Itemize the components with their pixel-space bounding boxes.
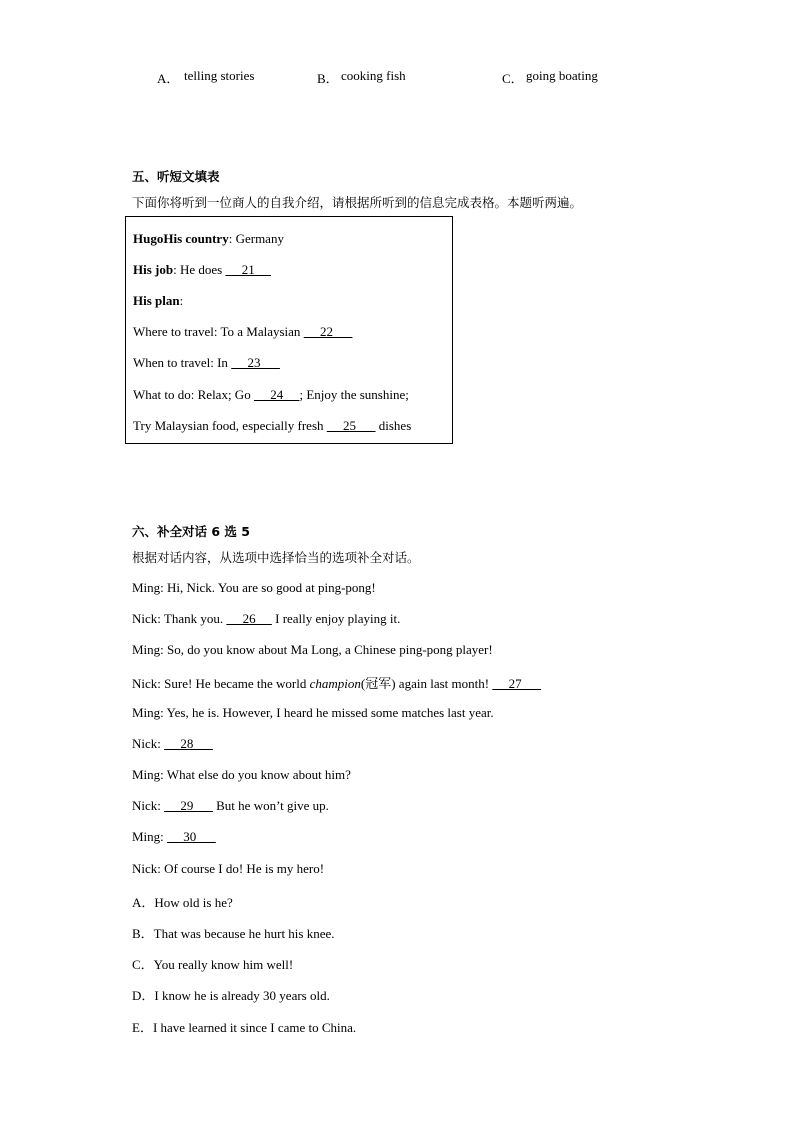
blank-21[interactable]: 21: [225, 262, 271, 277]
dialogue-text: Nick: Of course I do! He is my hero!: [132, 861, 325, 876]
option-letter: E．: [132, 1020, 153, 1035]
table-row-plan: [133, 293, 183, 309]
option-text: I have learned it since I came to China.: [152, 1020, 357, 1035]
italic-word: champion: [309, 676, 361, 691]
dialogue-line: [132, 736, 213, 752]
blank-27[interactable]: 27: [492, 676, 542, 691]
option-letter: C．: [502, 71, 524, 86]
dialogue-text: Ming: Yes, he is. However, I heard he missed some matches last year.: [132, 705, 494, 720]
blank-24[interactable]: 24: [253, 387, 300, 402]
option-letter: B．: [132, 926, 154, 941]
option-text: How old is he?: [154, 895, 233, 910]
option-letter: C．: [132, 957, 154, 972]
option-text: going boating: [526, 68, 598, 83]
answer-option-d[interactable]: [132, 985, 330, 1004]
blank-22[interactable]: 22: [303, 324, 353, 339]
answer-option-b[interactable]: [132, 923, 335, 942]
blank-28[interactable]: 28: [164, 736, 213, 751]
country-label: HugoHis country: [133, 231, 229, 246]
job-text: : He does: [173, 262, 226, 277]
option-letter: B．: [317, 71, 339, 86]
answer-option-a[interactable]: [132, 892, 233, 911]
dialogue-text: But he won’t give up.: [212, 798, 329, 813]
dialogue-text: Ming: Hi, Nick. You are so good at ping-pong!: [132, 580, 376, 595]
try-text-end: dishes: [375, 418, 412, 433]
section5-description: 下面你将听到一位商人的自我介绍，请根据所听到的信息完成表格。本题听两遍。: [132, 195, 583, 210]
option-letter: A．: [132, 895, 155, 910]
dialogue-text: Nick: Thank you.: [132, 611, 227, 626]
dialogue-line: [132, 580, 376, 596]
option-text: That was because he hurt his knee.: [153, 926, 335, 941]
dialogue-line: [132, 829, 216, 845]
dialogue-line: [132, 798, 329, 814]
dialogue-line: [132, 861, 324, 877]
what-text: What to do: Relax; Go: [133, 387, 254, 402]
section6-title: 六、补全对话 6 选 5: [132, 524, 250, 539]
section5-title: 五、听短文填表: [132, 169, 220, 184]
dialogue-line: [132, 673, 541, 692]
info-table: [125, 216, 453, 444]
table-row-country: [133, 231, 284, 247]
dialogue-text: Ming:: [132, 829, 168, 844]
what-text-end: ; Enjoy the sunshine;: [299, 387, 409, 402]
answer-option-c[interactable]: [132, 954, 293, 973]
dialogue-line: [132, 767, 351, 783]
country-value: : Germany: [228, 231, 284, 246]
table-row-where: [133, 324, 352, 340]
dialogue-text: Ming: So, do you know about Ma Long, a Chinese ping-pong player!: [132, 642, 493, 657]
try-text: Try Malaysian food, especially fresh: [133, 418, 327, 433]
dialogue-line: [132, 705, 494, 721]
table-row-try: [133, 418, 411, 434]
table-row-when: [133, 355, 280, 371]
blank-30[interactable]: 30: [167, 829, 216, 844]
option-letter: A．: [157, 71, 180, 86]
when-text: When to travel: In: [133, 355, 232, 370]
option-text: I know he is already 30 years old.: [154, 988, 330, 1003]
option-text: telling stories: [184, 68, 255, 83]
dialogue-line: [132, 611, 400, 627]
table-row-job: [133, 262, 271, 278]
answer-option-e[interactable]: [132, 1017, 356, 1036]
option-text: You really know him well!: [153, 957, 294, 972]
blank-26[interactable]: 26: [226, 611, 272, 626]
option-text: cooking fish: [341, 68, 406, 83]
plan-label: His plan: [133, 293, 180, 308]
dialogue-text: I really enjoy playing it.: [271, 611, 401, 626]
section6-description: 根据对话内容，从选项中选择恰当的选项补全对话。: [132, 550, 420, 565]
job-label: His job: [133, 262, 174, 277]
option-letter: D．: [132, 988, 155, 1003]
dialogue-text: Ming: What else do you know about him?: [132, 767, 351, 782]
plan-colon: :: [179, 293, 184, 308]
dialogue-line: [132, 642, 493, 658]
blank-29[interactable]: 29: [164, 798, 213, 813]
blank-23[interactable]: 23: [231, 355, 280, 370]
dialogue-text: Nick:: [132, 798, 165, 813]
blank-25[interactable]: 25: [326, 418, 376, 433]
table-row-what: [133, 387, 409, 403]
dialogue-text: Nick:: [132, 736, 165, 751]
dialogue-text: Nick: Sure! He became the world: [132, 676, 310, 691]
dialogue-text: (冠军) again last month!: [360, 676, 493, 691]
where-text: Where to travel: To a Malaysian: [133, 324, 304, 339]
